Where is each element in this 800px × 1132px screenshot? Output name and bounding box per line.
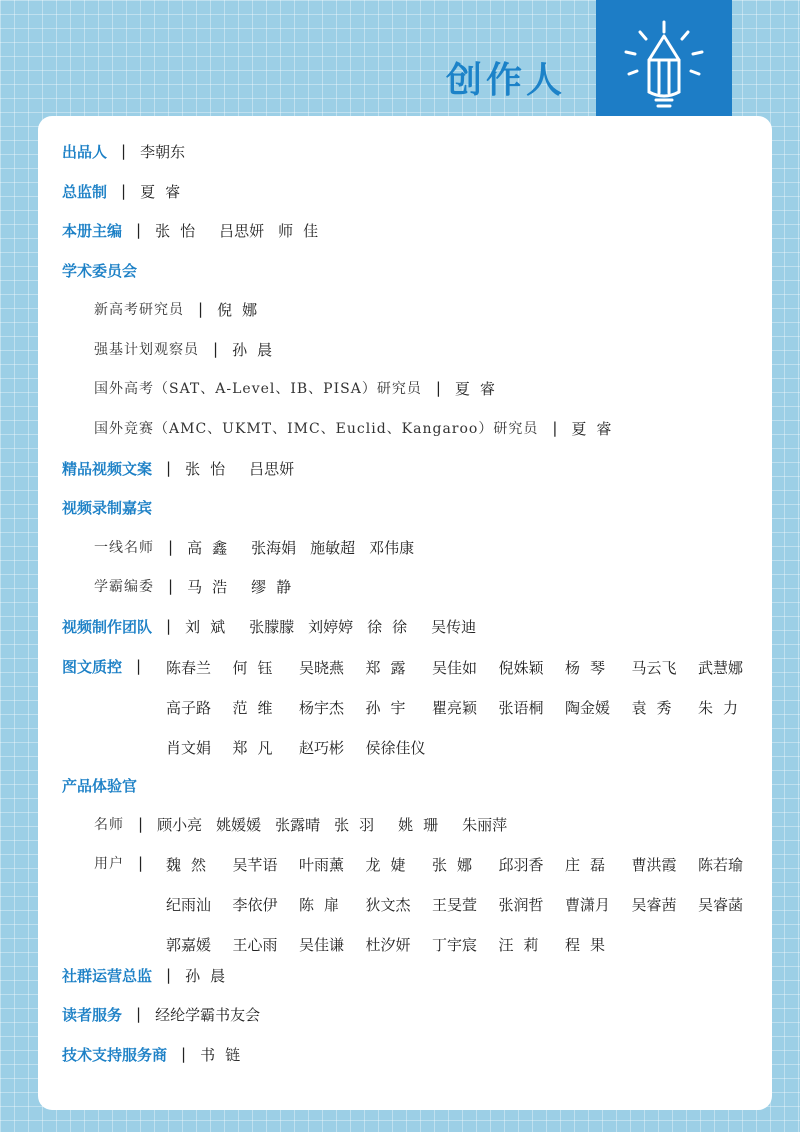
person-name: 吴传迪	[431, 617, 477, 636]
person-name: 龙婕	[365, 856, 416, 874]
person-name: 吴睿茜	[631, 896, 677, 914]
person-name: 吴佳谦	[299, 936, 345, 954]
person-name: 陈若瑜	[698, 856, 744, 874]
separator: |	[181, 1045, 187, 1063]
person-name: 施敏超	[310, 538, 356, 557]
person-name: 郑露	[365, 659, 416, 677]
person-name: 李朝东	[140, 142, 186, 161]
person-name: 魏然	[166, 856, 217, 874]
person-name: 纪雨汕	[166, 896, 212, 914]
credit-role-label: 国外高考（SAT、A-Level、IB、PISA）研究员	[94, 381, 422, 397]
person-name: 叶雨薰	[299, 856, 345, 874]
credit-row	[62, 772, 137, 798]
credit-row	[94, 415, 635, 441]
person-name: 程果	[565, 936, 616, 954]
person-name: 陈扉	[299, 896, 350, 914]
person-name: 张娜	[432, 856, 483, 874]
person-name: 张怡	[185, 459, 236, 478]
person-name: 张露晴	[275, 815, 321, 834]
person-name: 吕思妍	[219, 221, 265, 240]
person-name: 王心雨	[232, 936, 278, 954]
person-name: 肖文娟	[166, 739, 212, 757]
person-name: 缪静	[251, 577, 302, 596]
person-name: 王旻萱	[432, 896, 478, 914]
credit-row	[62, 1041, 264, 1067]
person-name: 倪娜	[217, 300, 268, 319]
person-name: 陈春兰	[166, 659, 212, 677]
separator: |	[138, 815, 144, 833]
person-name: 姚媛媛	[216, 815, 262, 834]
person-name: 郭嘉媛	[166, 936, 212, 954]
person-name: 夏睿	[571, 419, 622, 438]
person-name: 狄文杰	[365, 896, 411, 914]
credit-role-label: 学霸编委	[94, 579, 154, 595]
person-name: 朱力	[698, 699, 749, 717]
person-name: 张润哲	[498, 896, 544, 914]
credit-row	[62, 138, 199, 164]
credit-row	[62, 1001, 274, 1027]
person-name: 陶金媛	[565, 699, 611, 717]
person-name: 倪姝颖	[498, 659, 544, 677]
person-name: 高鑫	[187, 538, 238, 557]
credit-row	[94, 811, 521, 837]
credit-row	[62, 217, 342, 243]
credit-role-label: 精品视频文案	[62, 459, 153, 478]
credit-role-label: 视频制作团队	[62, 617, 153, 636]
person-name: 吴晓燕	[299, 659, 345, 677]
credit-row	[94, 573, 315, 599]
person-name: 书链	[200, 1045, 251, 1064]
credit-names	[140, 141, 199, 162]
person-name: 吴佳如	[432, 659, 478, 677]
credit-names	[155, 220, 342, 241]
credit-names	[185, 458, 308, 479]
credit-names	[200, 1044, 264, 1065]
credit-row	[94, 850, 157, 876]
credit-names	[455, 378, 519, 399]
separator: |	[213, 340, 219, 358]
person-name: 武慧娜	[698, 659, 744, 677]
credit-role-label: 名师	[94, 817, 124, 833]
person-name: 高子路	[166, 699, 212, 717]
credit-row	[94, 296, 281, 322]
person-name: 孙宇	[365, 699, 416, 717]
separator: |	[166, 966, 172, 984]
credit-role-label: 强基计划观察员	[94, 342, 199, 358]
person-name: 邱羽香	[498, 856, 544, 874]
person-name: 师佳	[278, 221, 329, 240]
person-name: 范维	[232, 699, 283, 717]
person-name: 邓伟康	[369, 538, 415, 557]
person-name: 孙晨	[232, 340, 283, 359]
person-name: 马云飞	[631, 659, 677, 677]
person-name: 杨琴	[565, 659, 616, 677]
separator: |	[121, 182, 127, 200]
person-name: 丁宇宸	[432, 936, 478, 954]
credit-role-label: 技术支持服务商	[62, 1045, 168, 1064]
credit-row	[62, 613, 490, 639]
person-name: 夏睿	[140, 182, 191, 201]
separator: |	[121, 142, 127, 160]
separator: |	[138, 854, 144, 872]
credits-card	[38, 116, 772, 1110]
person-name: 吕思妍	[249, 459, 295, 478]
person-name: 朱丽萍	[462, 815, 508, 834]
person-name: 郑凡	[232, 739, 283, 757]
person-name: 孙晨	[185, 966, 236, 985]
credit-names	[155, 1004, 274, 1025]
person-name: 曹洪霞	[631, 856, 677, 874]
person-name: 李依伊	[232, 896, 278, 914]
credit-row	[94, 534, 428, 560]
credit-row	[62, 962, 249, 988]
credit-role-label: 一线名师	[94, 540, 154, 556]
person-name: 赵巧彬	[299, 739, 345, 757]
credit-row	[62, 257, 137, 283]
person-name: 张羽	[334, 815, 385, 834]
separator: |	[166, 459, 172, 477]
person-name: 顾小亮	[157, 815, 203, 834]
person-name: 汪莉	[498, 936, 549, 954]
credit-names	[185, 965, 249, 986]
credit-row	[62, 653, 155, 679]
credit-role-label: 视频录制嘉宾	[62, 498, 153, 517]
credit-role-label: 新高考研究员	[94, 302, 184, 318]
person-name: 刘斌	[185, 617, 236, 636]
credit-row	[62, 494, 152, 520]
credit-names	[185, 616, 490, 637]
person-name: 何钰	[232, 659, 283, 677]
credit-names	[187, 576, 315, 597]
credit-row	[94, 375, 519, 401]
person-name: 瞿亮颖	[432, 699, 478, 717]
separator: |	[168, 538, 174, 556]
credit-names	[187, 537, 428, 558]
person-name: 张海娟	[251, 538, 297, 557]
credit-role-label: 学术委员会	[62, 261, 138, 280]
page-title: 创作人	[446, 60, 567, 101]
separator: |	[198, 300, 204, 318]
separator: |	[435, 379, 441, 397]
credit-names	[140, 181, 204, 202]
credit-names	[157, 814, 521, 835]
credit-role-label: 产品体验官	[62, 776, 138, 795]
person-name: 张朦朦	[249, 617, 295, 636]
credit-role-label: 国外竞赛（AMC、UKMT、IMC、Euclid、Kangaroo）研究员	[94, 421, 539, 437]
person-name: 张怡	[155, 221, 206, 240]
credit-names	[571, 418, 635, 439]
credit-role-label: 读者服务	[62, 1005, 123, 1024]
person-name: 夏睿	[454, 379, 505, 398]
separator: |	[168, 577, 174, 595]
person-name: 刘婷婷	[308, 617, 354, 636]
credit-row	[62, 455, 308, 481]
person-name: 侯徐佳仪	[365, 739, 426, 757]
person-name: 经纶学霸书友会	[155, 1005, 261, 1024]
person-name: 徐徐	[367, 617, 418, 636]
separator: |	[552, 419, 558, 437]
person-name: 姚珊	[398, 815, 449, 834]
person-name: 杜汐妍	[365, 936, 411, 954]
credit-role-label: 本册主编	[62, 221, 123, 240]
person-name: 吴芊语	[232, 856, 278, 874]
person-name: 张语桐	[498, 699, 544, 717]
credit-row	[62, 178, 204, 204]
credit-role-label: 出品人	[62, 142, 108, 161]
credit-role-label: 用户	[94, 856, 124, 872]
separator: |	[136, 221, 142, 239]
person-name: 杨宇杰	[299, 699, 345, 717]
person-name: 庄磊	[565, 856, 616, 874]
credit-row	[94, 336, 296, 362]
separator: |	[136, 1005, 142, 1023]
person-name: 曹潇月	[565, 896, 611, 914]
credit-role-label: 总监制	[62, 182, 108, 201]
credit-role-label: 图文质控	[62, 657, 123, 676]
credit-names	[217, 299, 281, 320]
person-name: 马浩	[187, 577, 238, 596]
credit-names	[232, 339, 296, 360]
credit-role-label: 社群运营总监	[62, 966, 153, 985]
separator: |	[166, 617, 172, 635]
person-name: 袁秀	[631, 699, 682, 717]
person-name: 吴睿菡	[698, 896, 744, 914]
separator: |	[136, 657, 142, 675]
